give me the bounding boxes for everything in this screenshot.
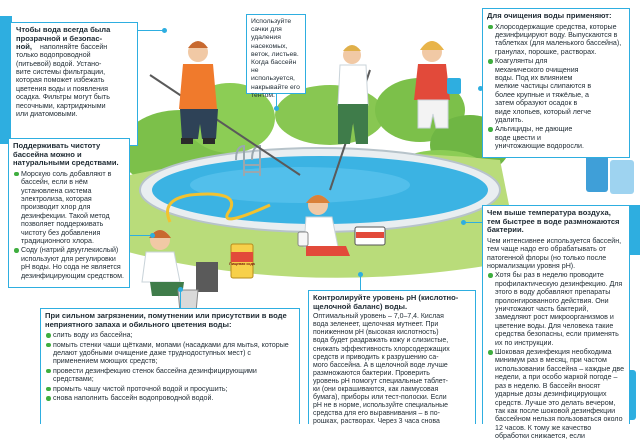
accent-tab	[630, 205, 640, 255]
box-ph-control-text: Оптимальный уровень – 7,0–7,4. Кислая вода зеленеет, щелочная мутнеет. При пониженном pH (высокая кислотность) вода будет раздражать кожу и слизистые, снижать эффективность хлорсодержащих средств и приводить к разрушению са- мого бассейна. А в щелочной воде лучше размножаются бактерии. Проверить уровень pH помогут специальные таблет- ки (они окрашиваются, как лакмусовая бумага), приборы или тест-полоски. Если pH не в норме, используйте специальные средства для его выравнивания – в по- рошках, растворах. Через 3 часа снова	[313, 313, 450, 426]
box-ph-control-title: Контролируйте уровень pH (кислотно-щелочной баланс) воды.	[313, 293, 459, 311]
soda-bag	[231, 244, 253, 278]
box-nets-text: Используйте сачки для удаления насекомых, веток, листьев. Когда бассейн не используется, накрывайте его тентом.	[251, 18, 300, 99]
connector-line	[138, 30, 164, 31]
box-water-cleaning	[482, 8, 630, 158]
list-item: Коагулянты для механического очищения воды. Под их влиянием мелкие частицы слипаются в более крупные и тяжёлые, а затем образуют осадок в виде хлопьев, который легче удалить.	[487, 57, 625, 124]
box-pool-water-text: наполняйте бассейн	[40, 42, 108, 51]
box-ph-control	[308, 290, 476, 424]
list-item: Альгициды, не дающие воде цвести и уничтожающие водоросли.	[487, 125, 625, 150]
soda-bag-label: Пищевая сода	[229, 262, 255, 266]
box-pool-water	[10, 22, 138, 146]
list-item: снова наполнить бассейн водопроводной водой.	[45, 394, 295, 402]
box-bacteria	[482, 205, 630, 441]
box-natural-means-list	[13, 170, 125, 280]
connector-line	[130, 235, 152, 236]
box-water-cleaning-title: Для очищения воды применяют:	[487, 11, 612, 20]
connector-dot	[478, 86, 483, 91]
box-bacteria-intro: Чем интенсивнее используется бассейн, тем чаще надо его обрабатывать от патогенной флоры (но только после нормализации уровня pH).	[487, 236, 622, 270]
list-item: промыть чашу чистой проточной водой и просушить;	[45, 385, 295, 393]
box-heavy-pollution	[40, 308, 300, 424]
list-item: провести дезинфекцию стенок бассейна дезинфицирующими средствами;	[45, 367, 295, 384]
connector-line	[180, 290, 181, 308]
box-bacteria-list	[487, 271, 625, 440]
list-item: Морскую соль добавляют в бассейн, если в нём установлена система электролиза, которая производит хлор для дезинфекции. Такой метод позволяет поддерживать чистоту без добавления традиционного хлора.	[13, 170, 125, 246]
list-item: слить воду из бассейна;	[45, 331, 295, 339]
box-natural-means-title: Поддерживать чистоту бассейна можно и натуральными средствами.	[13, 141, 119, 168]
connector-dot	[358, 272, 363, 277]
list-item: Хотя бы раз в неделю проводите профилактическую дезинфекцию. Для этого в воду добавляют препараты пролонгированного действия. Они уничтожают часть бактерий, замедляют рост микроорганизмов и цветение воды. Для человека такие средства безопасны, если применять их по инструкции.	[487, 271, 625, 347]
box-heavy-pollution-title: При сильном загрязнении, помутнении или присутствии в воде неприятного запаха и обильного цветения воды:	[45, 311, 287, 329]
box-heavy-pollution-list	[45, 331, 295, 402]
box-pool-water-title: Чтобы вода всегда была прозрачной и безопас- ной,	[16, 25, 111, 52]
box-nets	[246, 14, 306, 99]
list-item: Хлорсодержащие средства, которые дезинфицируют воду. Выпускаются в таблетках (для маленького бассейна), гранулах, порошке, растворах.	[487, 23, 625, 57]
connector-dot	[162, 28, 167, 33]
connector-dot	[178, 287, 183, 292]
list-item: Соду (натрий двууглекислый) используют для регулировки pH воды. Но сода не является дезинфицирующим средством.	[13, 246, 125, 280]
box-water-cleaning-list	[487, 23, 625, 151]
connector-dot	[150, 233, 155, 238]
list-item: Шоковая дезинфекция необходима минимум раз в месяц, при частом использовании бассейна – каждые две недели, а при особо жаркой погоде – раз в неделю. В бассейн вносят ударные дозы дезинфицирующих средств. Лучше это делать вечером, так как после шоковой дезинфекции бассейном нельзя пользоваться около 12 часов. К тому же качество обработки снижается, если	[487, 348, 625, 440]
connector-line	[465, 222, 482, 223]
connector-dot	[274, 106, 279, 111]
box-pool-water-body: только водопроводной (питьевой) водой. Устано- вите системы фильтрации, которая поможет избежать цветения воды и появления осадка. Фильтры могут быть песочными, картриджными или диатомовыми.	[16, 51, 110, 119]
connector-dot	[461, 220, 466, 225]
list-item: помыть стенки чаши щётками, мопами (насадками для мытья, которые делают удобными очищение даже труднодоступных мест) с применением моющих средств;	[45, 341, 295, 366]
box-bacteria-title: Чем выше температура воздуха, тем быстрее в воде размножаются бактерии.	[487, 208, 620, 235]
connector-line	[360, 276, 361, 290]
box-natural-means	[8, 138, 130, 288]
